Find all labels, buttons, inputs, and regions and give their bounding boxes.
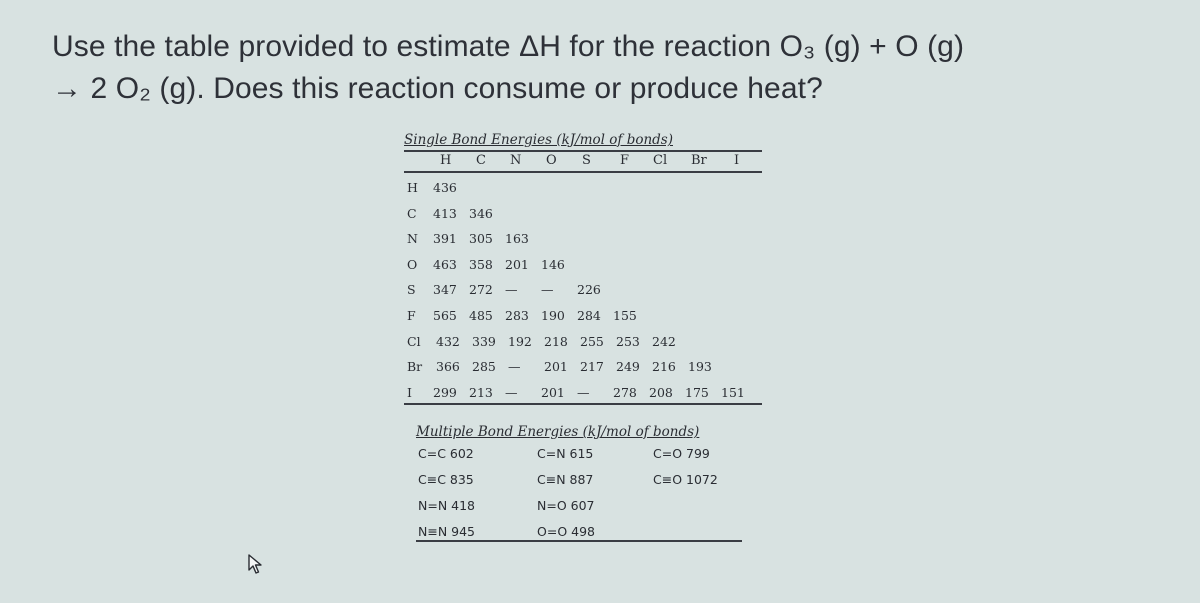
column-header-o: O — [546, 153, 557, 168]
bond-energy-cell: 201 — [541, 384, 565, 400]
bond-energy-cell: 366 — [436, 359, 460, 375]
column-header-n: N — [510, 153, 522, 168]
single-table-header-top-rule — [404, 150, 762, 152]
bond-energy-cell: 346 — [469, 205, 493, 221]
bond-energy-cell: 217 — [580, 359, 604, 375]
bond-energy-cell: 213 — [469, 384, 493, 400]
bond-energy-cell: 193 — [688, 359, 712, 375]
multiple-bond-entry: N≡N 945 — [418, 524, 476, 539]
bond-energy-cell: 242 — [652, 333, 676, 349]
row-label-i: I — [407, 384, 412, 400]
multiple-bond-entry: C≡N 887 — [537, 472, 594, 487]
single-table-header-bottom-rule — [404, 171, 762, 173]
bond-energy-cell: 190 — [541, 308, 565, 323]
bond-energy-cell: 299 — [433, 384, 457, 400]
multi-table-bottom-rule — [416, 540, 742, 542]
bond-energy-cell: 226 — [577, 282, 601, 298]
multiple-bond-entry: C≡O 1072 — [653, 472, 718, 487]
multiple-bond-entry: C=O 799 — [653, 446, 710, 461]
column-header-s: S — [582, 153, 591, 168]
row-label-cl: Cl — [407, 333, 421, 349]
single-bond-table-title: Single Bond Energies (kJ/mol of bonds) — [404, 132, 673, 148]
bond-energy-cell: 146 — [541, 256, 565, 272]
row-label-n: N — [407, 231, 418, 247]
bond-energy-cell: 284 — [577, 308, 601, 323]
column-header-br: Br — [691, 153, 707, 168]
multiple-bond-table-title: Multiple Bond Energies (kJ/mol of bonds) — [416, 424, 700, 440]
multiple-bond-entry: N=N 418 — [418, 498, 476, 513]
multiple-bond-entry: C=C 602 — [418, 446, 474, 461]
bond-energy-cell: — — [505, 384, 518, 400]
row-label-o: O — [407, 256, 418, 272]
bond-energy-cell: 155 — [613, 308, 637, 323]
bond-energy-cell: 216 — [652, 359, 676, 375]
bond-energy-cell: 339 — [472, 333, 496, 349]
bond-energy-cell: 432 — [436, 333, 460, 349]
bond-energy-cell: 218 — [544, 333, 568, 349]
bond-energy-cell: 151 — [721, 384, 745, 400]
column-header-i: I — [734, 153, 740, 168]
question-line-2: → 2 O₂ (g). Does this reaction consume or produce heat? — [52, 72, 823, 105]
bond-energy-cell: 249 — [616, 359, 640, 375]
multiple-bond-entry: O=O 498 — [537, 524, 595, 539]
bond-energy-cell: — — [505, 282, 518, 298]
bond-energy-cell: 272 — [469, 282, 493, 298]
bond-energy-cell: 253 — [616, 333, 640, 349]
bond-energy-cell: 391 — [433, 231, 457, 247]
row-label-br: Br — [407, 359, 423, 375]
bond-energy-cell: 201 — [505, 256, 529, 272]
bond-energy-cell: 255 — [580, 333, 604, 349]
question-line-1: Use the table provided to estimate ΔH for the reaction O₃ (g) + O (g) — [52, 30, 965, 63]
bond-energy-cell: 413 — [433, 205, 457, 221]
row-label-h: H — [407, 180, 418, 195]
bond-energy-cell: 201 — [544, 359, 568, 375]
bond-energy-cell: 192 — [508, 333, 532, 349]
row-label-s: S — [407, 282, 416, 298]
bond-energy-cell: 463 — [433, 256, 457, 272]
bond-energy-cell: 278 — [613, 384, 637, 400]
bond-energy-cell: 163 — [505, 231, 529, 247]
bond-energy-cell: 347 — [433, 282, 457, 298]
bond-energy-cell: 565 — [433, 308, 457, 323]
column-header-c: C — [476, 153, 486, 168]
bond-energy-cell: 285 — [472, 359, 496, 375]
bond-energy-cell: — — [541, 282, 554, 298]
multiple-bond-entry: C≡C 835 — [418, 472, 474, 487]
column-header-f: F — [620, 153, 630, 168]
bond-energy-cell: — — [508, 359, 521, 375]
mouse-pointer-icon — [247, 554, 263, 574]
bond-energy-cell: 175 — [685, 384, 709, 400]
multiple-bond-entry: C=N 615 — [537, 446, 594, 461]
column-header-cl: Cl — [653, 153, 668, 168]
row-label-c: C — [407, 205, 417, 221]
bond-energy-cell: 436 — [433, 180, 457, 195]
single-table-bottom-rule — [404, 403, 762, 405]
row-label-f: F — [407, 308, 416, 323]
bond-energy-cell: 283 — [505, 308, 529, 323]
bond-energy-cell: 358 — [469, 256, 493, 272]
bond-energy-cell: 305 — [469, 231, 493, 247]
bond-energy-cell: 208 — [649, 384, 673, 400]
column-header-h: H — [440, 153, 452, 168]
multiple-bond-entry: N=O 607 — [537, 498, 595, 513]
bond-energy-cell: 485 — [469, 308, 493, 323]
question-text — [52, 26, 1152, 110]
bond-energy-cell: — — [577, 384, 590, 400]
